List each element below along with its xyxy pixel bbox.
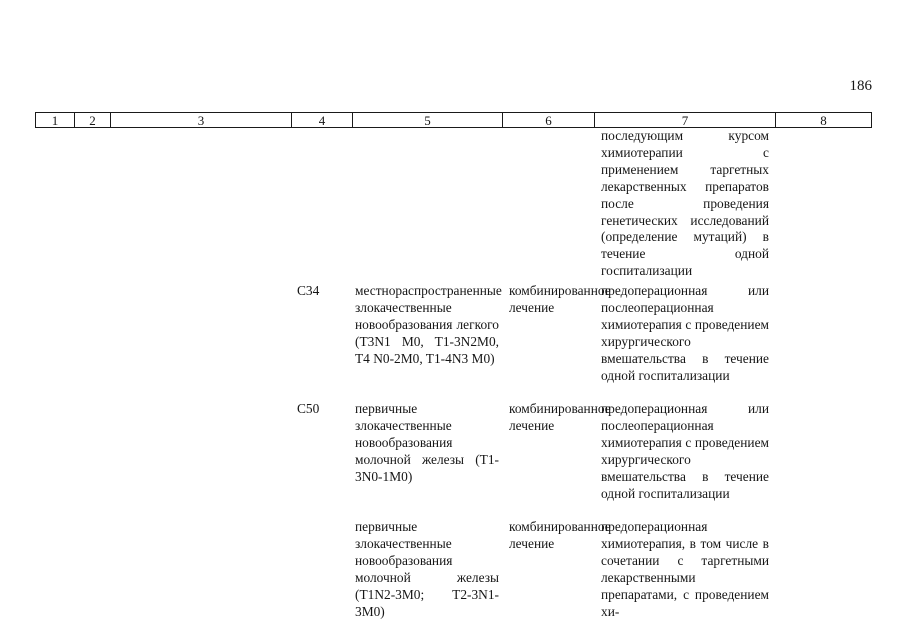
entry-3-description: предоперационная химиотерапия, в том числе в сочетании с таргетными лекарственными препаратами, с проведением хи- — [601, 519, 769, 619]
header-col-4: 4 — [292, 113, 353, 127]
entry-1-diagnosis: местнораспространенные злокачественные новообразования легкого (T3N1 M0, T1-3N2M0, T4 N0-2M0, T1-4N3 M0) — [355, 283, 502, 366]
entry-1-description: предоперационная или послеоперационная химиотерапия с проведением хирургического вмешательства в течение одной госпитализации — [601, 283, 769, 383]
entry-2-treatment: комбинированное лечение — [509, 401, 611, 433]
entry-1-code: C34 — [297, 283, 320, 298]
entry-2-code: C50 — [297, 401, 320, 416]
entry-3-treatment: комбинированное лечение — [509, 519, 611, 551]
header-col-5: 5 — [353, 113, 503, 127]
header-col-7: 7 — [595, 113, 776, 127]
header-col-2: 2 — [75, 113, 111, 127]
header-col-3: 3 — [111, 113, 292, 127]
entry-1-treatment: комбинированное лечение — [509, 283, 611, 315]
entry-2-description: предоперационная или послеоперационная химиотерапия с проведением хирургического вмешательства в течение одной госпитализации — [601, 401, 769, 501]
header-col-6: 6 — [503, 113, 595, 127]
header-col-1: 1 — [36, 113, 75, 127]
table-header-row — [35, 112, 872, 128]
page-number: 186 — [849, 78, 872, 94]
header-col-8: 8 — [820, 113, 827, 128]
entry-0-description: последующим курсом химиотерапии с применением таргетных лекарственных препаратов после проведения генетических исследований (определение мутаций) в течение одной госпитализации — [601, 128, 769, 279]
entry-2-diagnosis: первичные злокачественные новообразования молочной железы (T1-3N0-1M0) — [355, 401, 499, 484]
entry-3-diagnosis: первичные злокачественные новообразования молочной железы (T1N2-3M0; T2-3N1-3M0) — [355, 519, 499, 619]
